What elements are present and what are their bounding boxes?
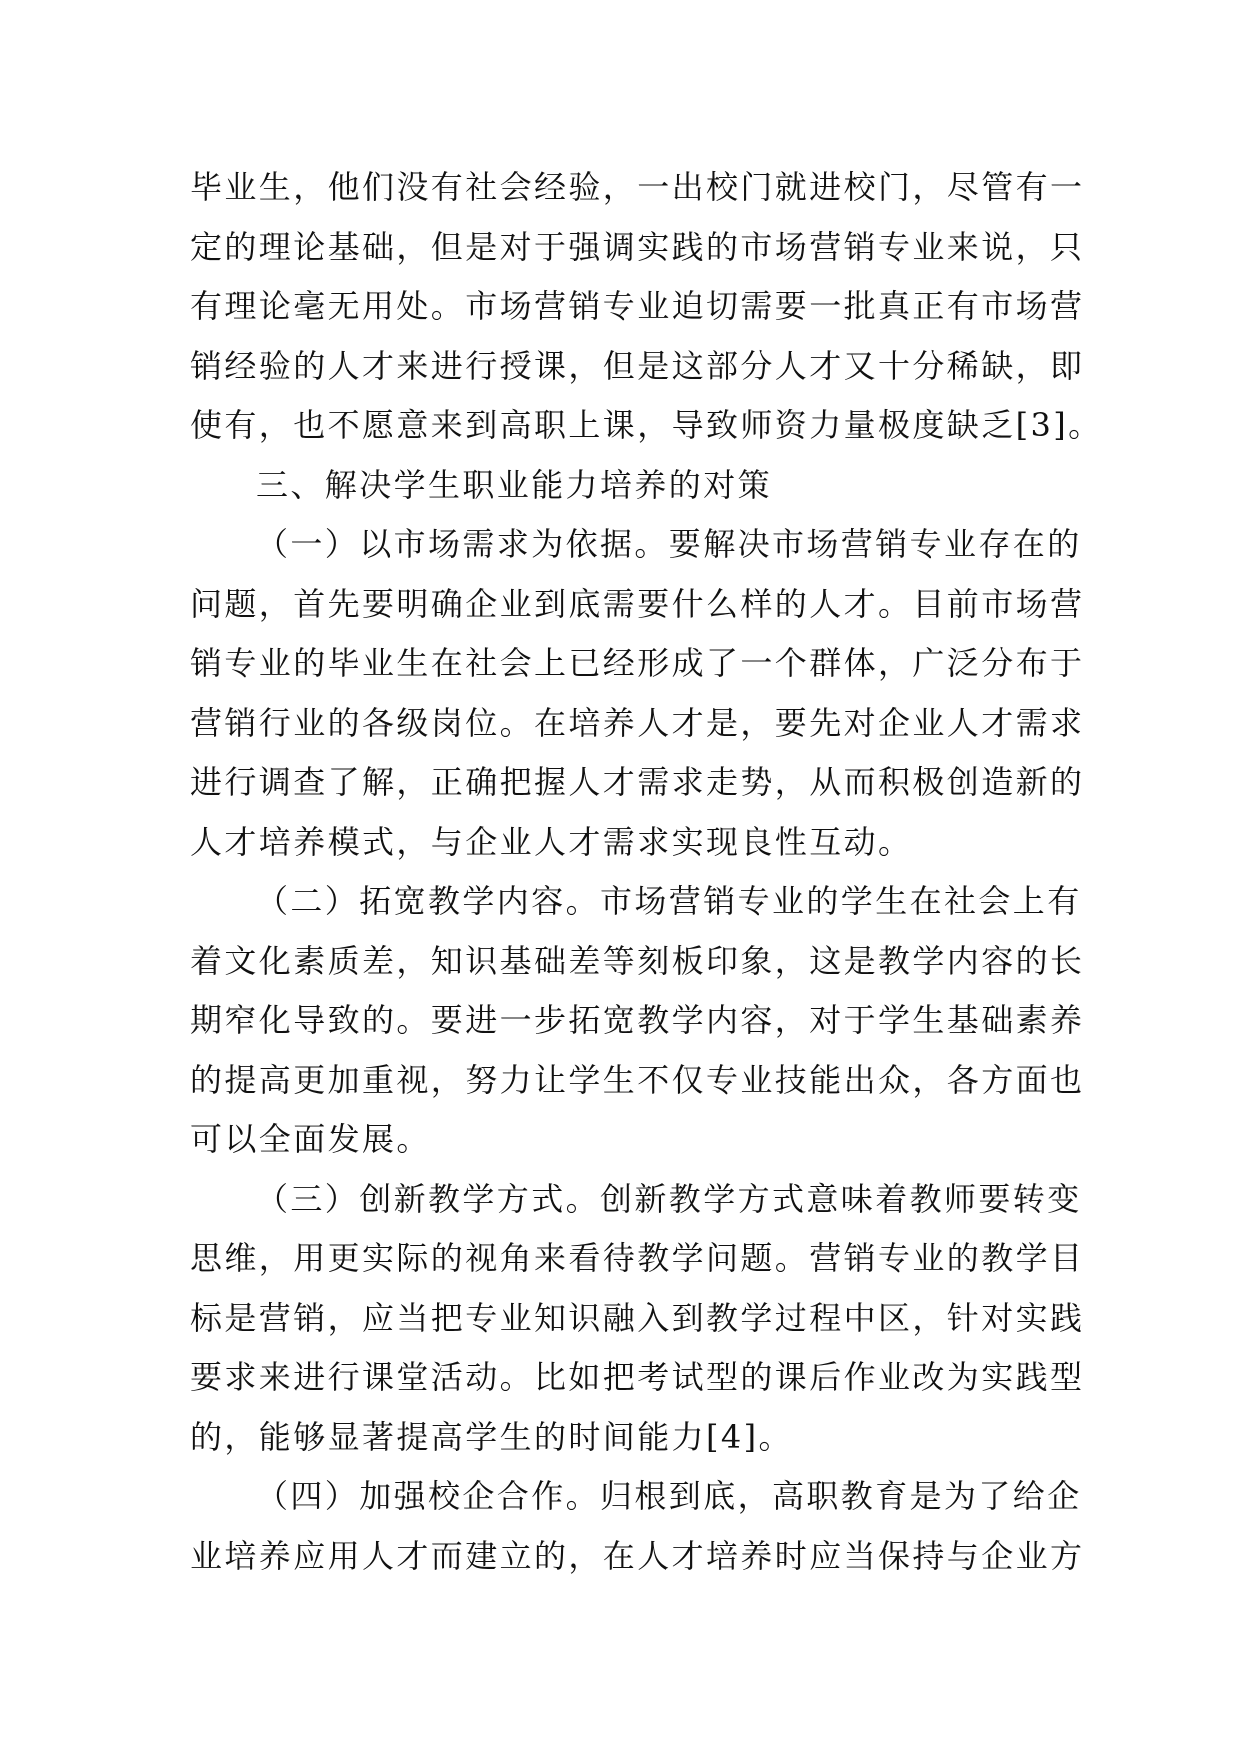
text-line: 的提高更加重视，努力让学生不仅专业技能出众，各方面也	[190, 1060, 1085, 1099]
text-line: 业培养应用人才而建立的，在人才培养时应当保持与企业方	[190, 1536, 1085, 1575]
text-line: 销专业的毕业生在社会上已经形成了一个群体，广泛分布于	[190, 644, 1085, 682]
text-line: 着文化素质差，知识基础差等刻板印象，这是教学内容的长	[190, 941, 1085, 980]
text-line: 毕业生，他们没有社会经验，一出校门就进校门，尽管有一	[190, 168, 1085, 206]
text-line: 定的理论基础，但是对于强调实践的市场营销专业来说，只	[190, 227, 1085, 266]
text-line: 营销行业的各级岗位。在培养人才是，要先对企业人才需求	[190, 703, 1085, 742]
text-line: 期窄化导致的。要进一步拓宽教学内容，对于学生基础素养	[190, 1001, 1085, 1039]
text-line: 销经验的人才来进行授课，但是这部分人才又十分稀缺，即	[190, 346, 1085, 385]
text-line: （一）以市场需求为依据。要解决市场营销专业存在的	[256, 525, 1082, 563]
text-line: 的，能够显著提高学生的时间能力[4]。	[190, 1417, 793, 1456]
text-line: 思维，用更实际的视角来看待教学问题。营销专业的教学目	[190, 1239, 1085, 1277]
text-line: （三）创新教学方式。创新教学方式意味着教师要转变	[256, 1179, 1082, 1218]
text-line: 有理论毫无用处。市场营销专业迫切需要一批真正有市场营	[190, 287, 1085, 325]
section-heading: 三、解决学生职业能力培养的对策	[256, 465, 773, 504]
text-line: （四）加强校企合作。归根到底，高职教育是为了给企	[256, 1477, 1082, 1515]
text-line: 标是营销，应当把专业知识融入到教学过程中区，针对实践	[190, 1298, 1085, 1337]
text-line: 进行调查了解，正确把握人才需求走势，从而积极创造新的	[190, 763, 1085, 801]
body-text	[190, 158, 1103, 1586]
text-line: 使有，也不愿意来到高职上课，导致师资力量极度缺乏[3]。	[190, 406, 1103, 444]
text-line: （二）拓宽教学内容。市场营销专业的学生在社会上有	[256, 882, 1082, 920]
text-line: 问题，首先要明确企业到底需要什么样的人才。目前市场营	[190, 584, 1085, 623]
text-line: 要求来进行课堂活动。比如把考试型的课后作业改为实践型	[190, 1358, 1085, 1396]
text-line: 可以全面发展。	[190, 1120, 431, 1158]
text-line: 人才培养模式，与企业人才需求实现良性互动。	[190, 822, 913, 861]
